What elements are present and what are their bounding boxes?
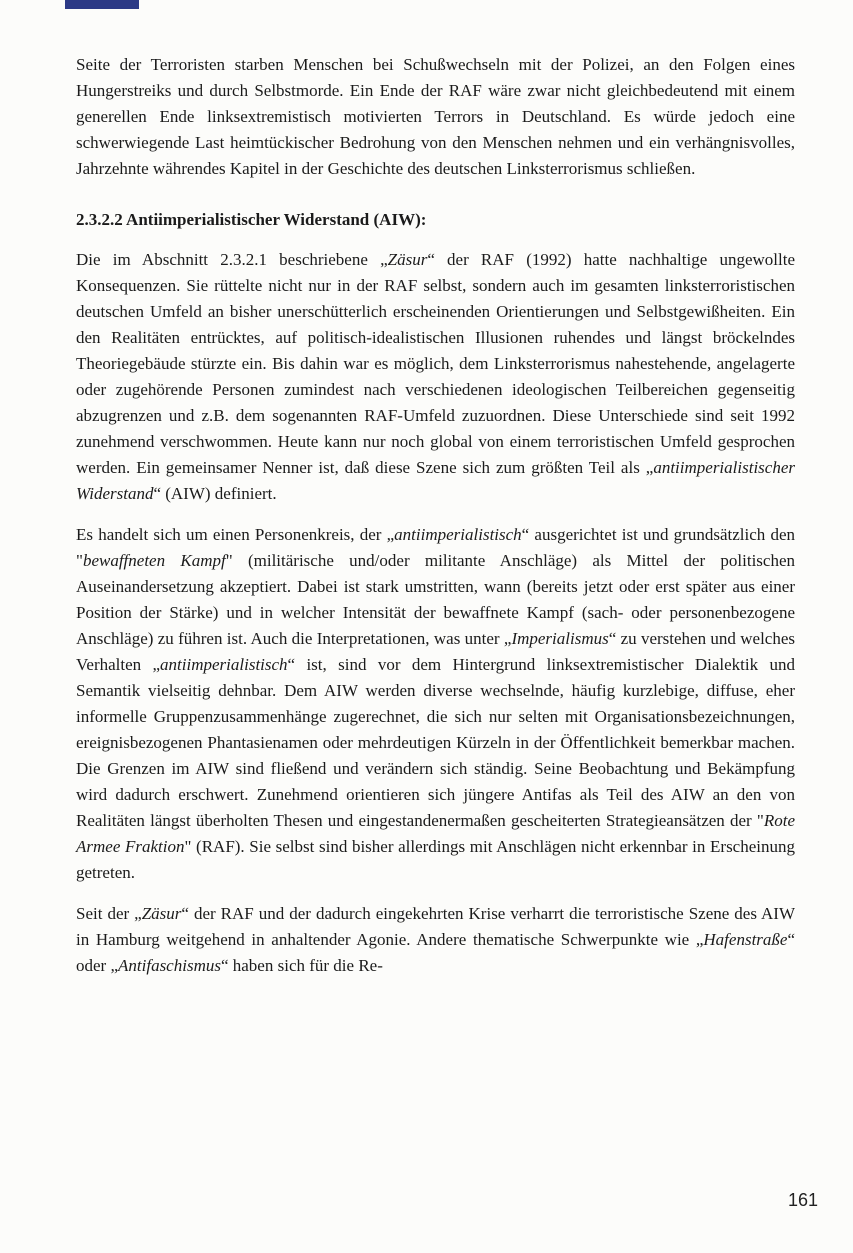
- text-run: “ haben sich für die Re-: [220, 956, 383, 975]
- text-run: " (militärische und/oder militante Anschläge) als Mittel der politischen Auseinandersetzung akzeptiert. Dabei ist stark umstritten, wann (bereits jetzt oder erst später aus einer Position der Stärke) und in welcher Intensität der bewaffnete Kampf (sach- oder personenbezogene Anschläge) zu führen ist. Auch die Interpretationen, was unter „: [76, 551, 795, 648]
- scan-artifact-bar: [65, 0, 139, 9]
- text-run: “ zu verstehen und welches Verhalten „: [76, 629, 795, 674]
- text-run: Seit der „: [76, 904, 142, 923]
- emphasized-text: Zäsur: [141, 904, 182, 923]
- emphasized-text: Rote Armee Fraktion: [76, 811, 795, 856]
- text-run: Seite der Terroristen starben Menschen bei Schußwechseln mit der Polizei, an den Folgen eines Hungerstreiks und durch Selbstmorde. Ein Ende der RAF wäre zwar nicht gleichbedeutend mit einem generellen Ende linksextremistisch motivierten Terrors in Deutschland. Es würde jedoch eine schwerwiegende Last heimtückischer Bedrohung von den Menschen nehmen und ein verhängnisvolles, Jahrzehnte währendes Kapitel in der Geschichte des deutschen Linksterrorismus schließen.: [76, 55, 795, 178]
- text-run: Es handelt sich um einen Personenkreis, der „: [76, 525, 395, 544]
- emphasized-text: antiimperialistischer Widerstand: [76, 458, 795, 503]
- emphasized-text: Zäsur: [387, 250, 428, 269]
- emphasized-text: Antifaschismus: [118, 956, 221, 975]
- paragraph: [76, 522, 795, 886]
- emphasized-text: antiimperialistisch: [160, 655, 288, 674]
- text-run: “ (AIW) definiert.: [153, 484, 277, 503]
- text-run: “ ausgerichtet ist und grundsätzlich den ": [76, 525, 795, 570]
- text-run: " (RAF). Sie selbst sind bisher allerdings mit Anschlägen nicht erkennbar in Erscheinung getreten.: [76, 837, 795, 882]
- paragraph: [76, 52, 795, 182]
- emphasized-text: Imperialismus: [511, 629, 609, 648]
- text-run: “ oder „: [76, 930, 795, 975]
- paragraph: [76, 247, 795, 507]
- emphasized-text: Hafenstraße: [703, 930, 788, 949]
- section-heading: 2.3.2.2 Antiimperialistischer Widerstand (AIW):: [76, 210, 427, 229]
- text-run: Die im Abschnitt 2.3.2.1 beschriebene „: [76, 250, 388, 269]
- paragraph: [76, 901, 795, 979]
- emphasized-text: antiimperialistisch: [394, 525, 522, 544]
- text-run: “ der RAF und der dadurch eingekehrten Krise verharrt die terroristische Szene des AIW in Hamburg weitgehend in anhaltender Agonie. Andere thematische Schwerpunkte wie „: [76, 904, 796, 949]
- page-number: 161: [787, 1190, 818, 1210]
- page-content: [76, 52, 795, 994]
- emphasized-text: bewaffneten Kampf: [82, 551, 226, 570]
- text-run: “ der RAF (1992) hatte nachhaltige ungewollte Konsequenzen. Sie rüttelte nicht nur in der RAF selbst, sondern auch im gesamten linksterroristischen deutschen Umfeld an bisher unerschütterlich erscheinenden Orientierungen und Selbstgewißheiten. Ein den Realitäten entrücktes, auf politisch-idealistischen Illusionen ruhendes und längst bröckelndes Theoriegebäude stürzte ein. Bis dahin war es möglich, dem Linksterrorismus nahestehende, angelagerte oder zugehörende Personen zumindest nach verschiedenen ideologischen Teilbereichen gegenseitig abzugrenzen und z.B. dem sogenannten RAF-Umfeld zuzuordnen. Diese Unterschiede sind seit 1992 zunehmend verschwommen. Heute kann nur noch global von einem terroristischen Umfeld gesprochen werden. Ein gemeinsamer Nenner ist, daß diese Szene sich zum größten Teil als „: [76, 250, 795, 477]
- text-run: “ ist, sind vor dem Hintergrund linksextremistischer Dialektik und Semantik vielseitig dehnbar. Dem AIW werden diverse wechselnde, häufig kurzlebige, diffuse, eher informelle Gruppenzusammenhänge zugerechnet, die sich nur selten mit Organisationsbezeichnungen, ereignisbezogenen Phantasienamen oder mehrdeutigen Kürzeln in der Öffentlichkeit bemerkbar machen. Die Grenzen im AIW sind fließend und verändern sich ständig. Seine Beobachtung und Bekämpfung wird dadurch erschwert. Zunehmend orientieren sich jüngere Antifas als Teil des AIW an den von Realitäten längst überholten Thesen und eingestandenermaßen gescheiterten Strategieansätzen der ": [76, 655, 795, 830]
